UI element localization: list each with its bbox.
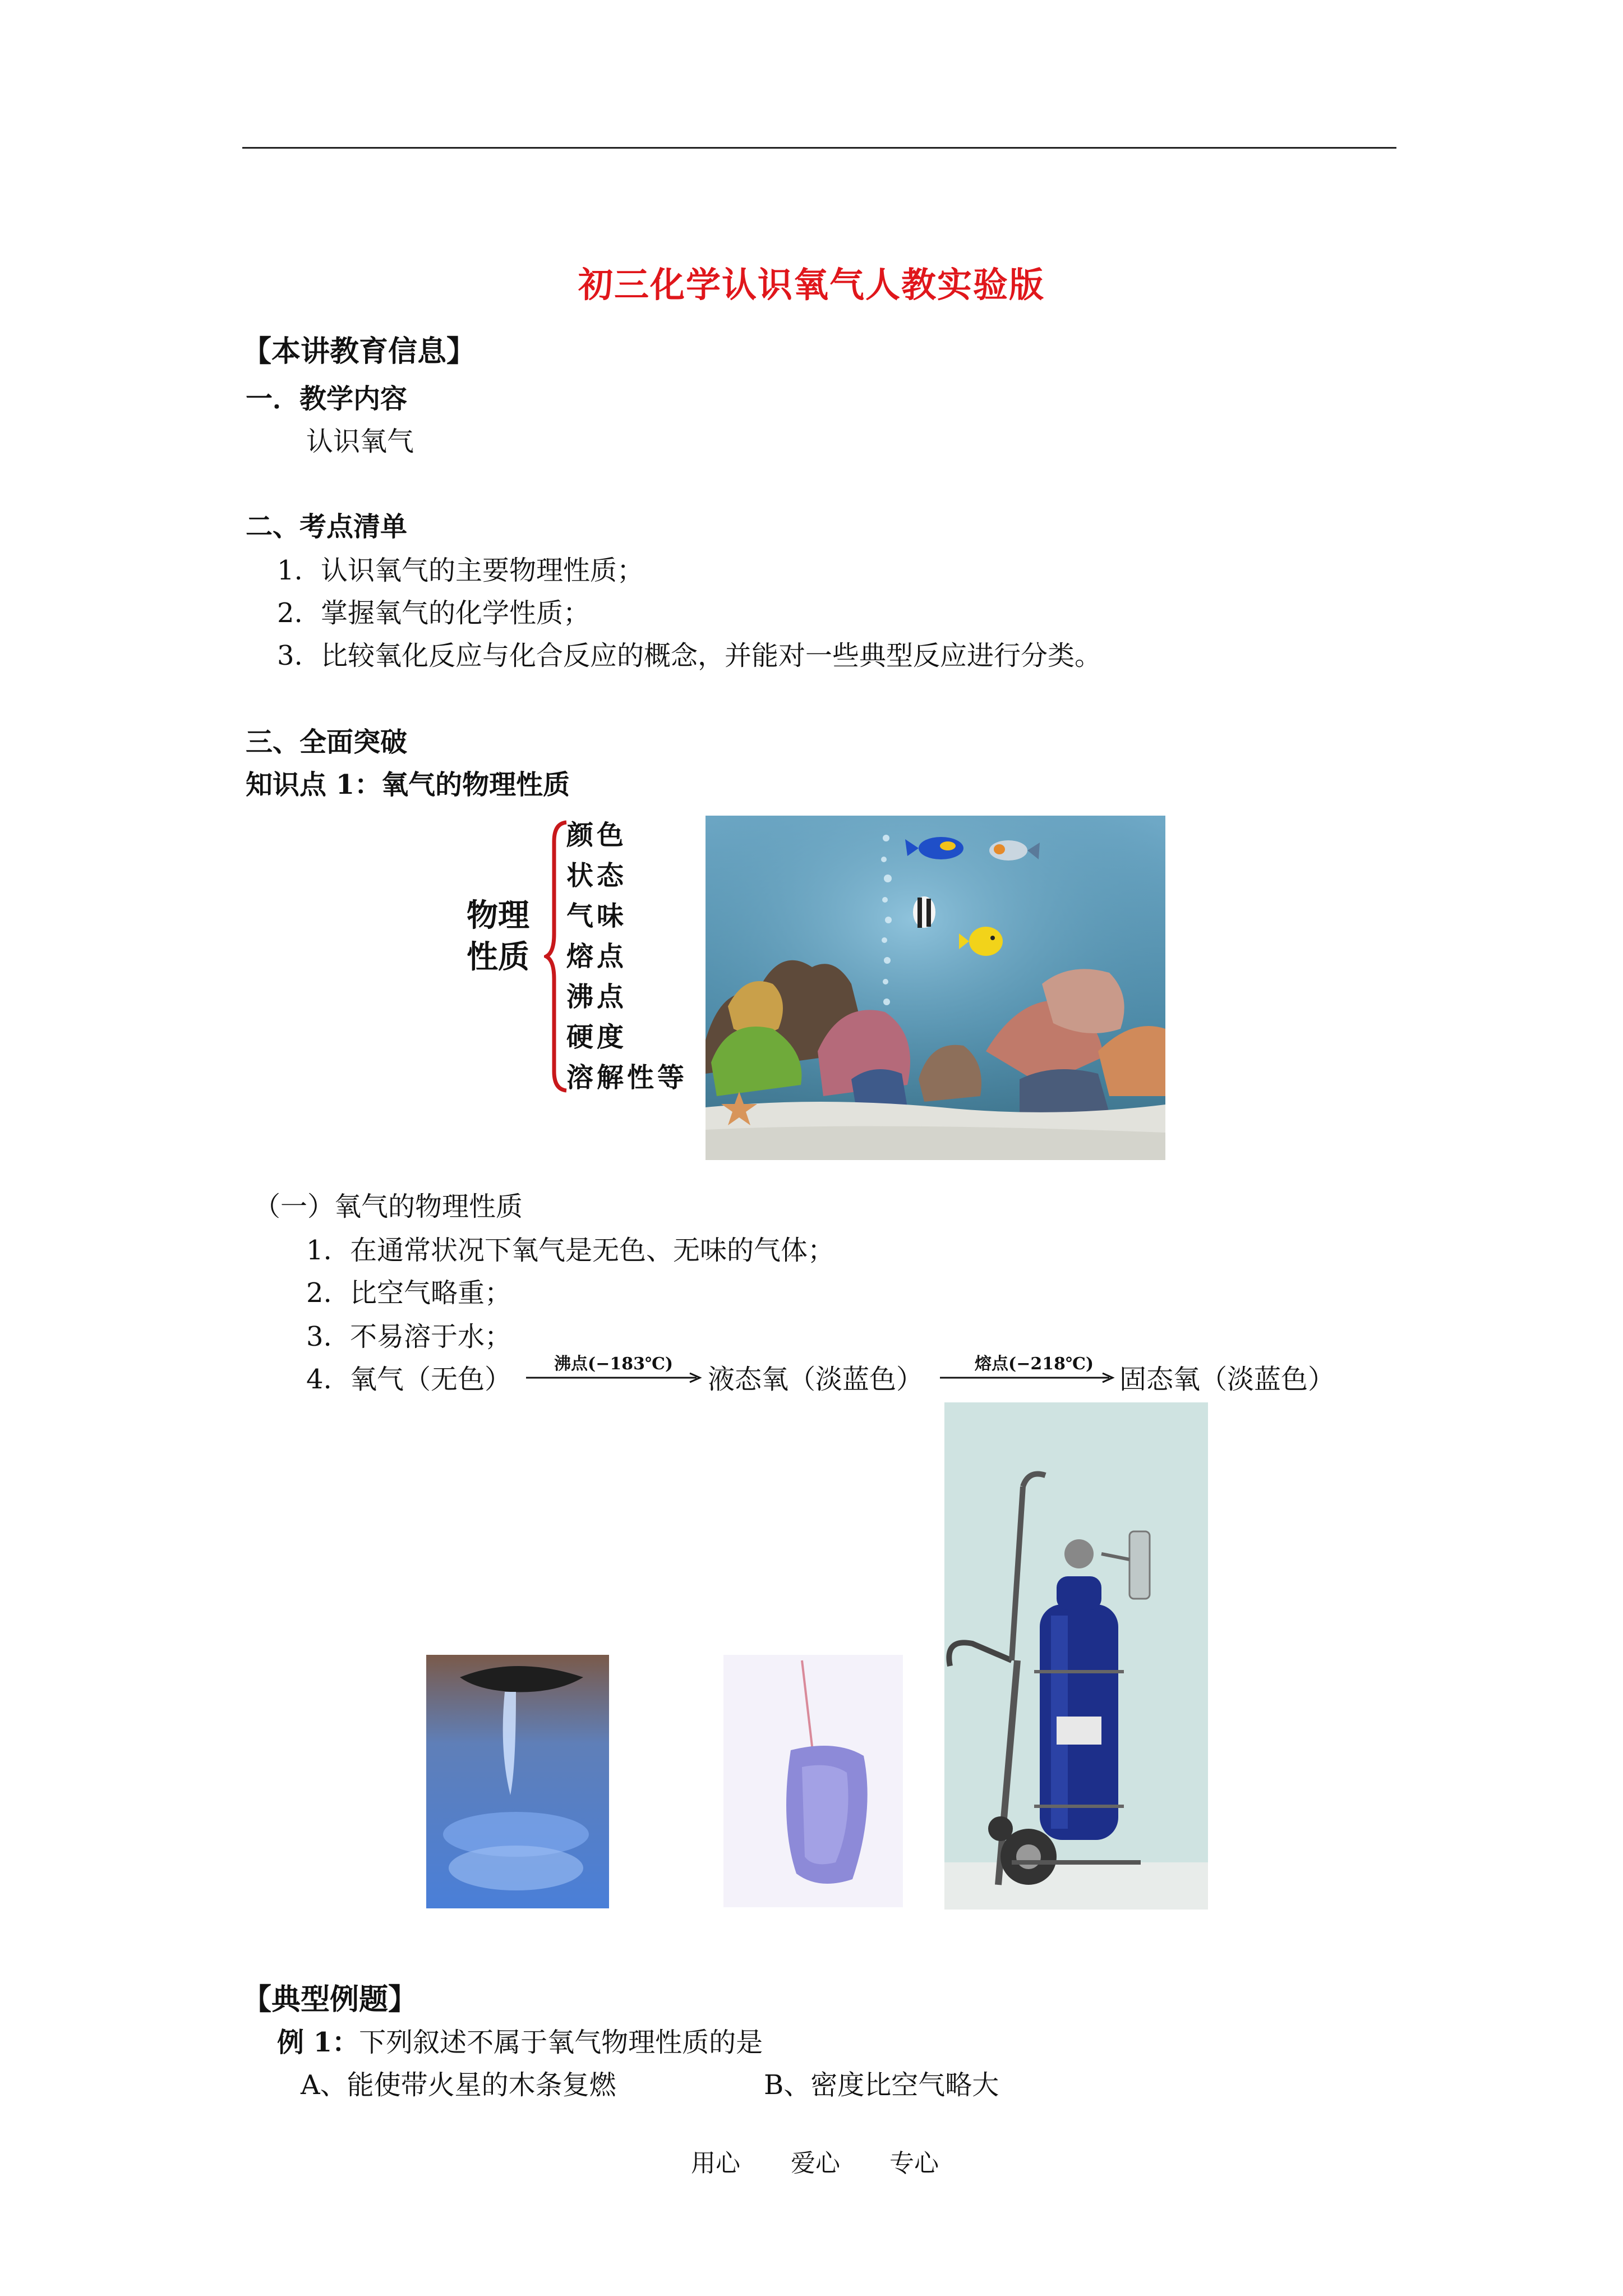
option-b: B、密度比空气略大: [764, 2069, 999, 2101]
state-gas: 氧气（无色）: [350, 1364, 512, 1395]
state-solid: 固态氧（淡蓝色）: [1119, 1364, 1335, 1395]
prop-smell: 气味: [566, 900, 628, 932]
arrow-melting: [939, 1350, 1118, 1383]
list-item: [306, 1228, 834, 1267]
liquid-oxygen-photo: [426, 1655, 609, 1908]
right-arrow-icon: [939, 1372, 1118, 1383]
prop-hardness: 硬度: [566, 1022, 628, 1053]
list-number: 3.: [306, 1321, 332, 1352]
example-1-label: 例 1：: [277, 2027, 359, 2058]
s1-heading: 一．教学内容: [246, 383, 408, 415]
solid-oxygen-photo: [723, 1655, 903, 1907]
option-a: A、能使带火星的木条复燃: [301, 2069, 616, 2101]
list-number: 2.: [306, 1277, 332, 1309]
s1-content: 认识氧气: [306, 426, 414, 457]
list-item: [277, 549, 644, 587]
list-item: [277, 634, 1101, 673]
list-text: 比较氧化反应与化合反应的概念，并能对一些典型反应进行分类。: [321, 640, 1102, 671]
diagram-label-line2: 性质: [467, 939, 529, 976]
list-item: [277, 591, 590, 630]
physical-property-diagram: [460, 813, 695, 1099]
list-text: 认识氧气的主要物理性质；: [321, 555, 644, 586]
prop-color: 颜色: [566, 820, 628, 851]
state-liquid: 液态氧（淡蓝色）: [708, 1364, 924, 1395]
footer-word-3: 专心: [889, 2149, 939, 2178]
s2-heading: 二、考点清单: [246, 511, 408, 542]
page-title: 初三化学认识氧气人教实验版: [578, 264, 1045, 305]
sub-heading-physical: （一）氧气的物理性质: [253, 1191, 523, 1222]
list-number: 4.: [306, 1364, 332, 1395]
prop-state: 状态: [566, 860, 628, 891]
example-1-question: 下列叙述不属于氧气物理性质的是: [359, 2027, 763, 2058]
prop-solubility: 溶解性等: [566, 1062, 688, 1093]
list-number: 1.: [277, 555, 303, 586]
footer-word-1: 用心: [691, 2149, 740, 2178]
section-header: 【本讲教育信息】: [242, 334, 476, 369]
list-number: 3.: [277, 640, 303, 671]
s3-heading: 三、全面突破: [246, 726, 408, 758]
list-text: 在通常状况下氧气是无色、无味的气体；: [350, 1235, 835, 1266]
example-1: [277, 2021, 763, 2059]
examples-header: 【典型例题】: [242, 1982, 418, 2017]
arrow-boiling-label: 沸点(−183℃): [554, 1354, 674, 1374]
prop-melting-point: 熔点: [566, 941, 628, 972]
diagram-label-line1: 物理: [467, 898, 529, 934]
list-text: 掌握氧气的化学性质；: [321, 597, 591, 629]
list-number: 1.: [306, 1235, 332, 1266]
list-item: [306, 1315, 511, 1354]
oxygen-cylinder-photo: [944, 1402, 1208, 1910]
list-number: 2.: [277, 597, 303, 629]
list-text: 比空气略重；: [350, 1277, 512, 1309]
knowledge-point-1: 知识点 1：氧气的物理性质: [246, 769, 570, 800]
list-item: [306, 1271, 511, 1310]
arrow-melting-label: 熔点(−218℃): [975, 1354, 1094, 1374]
prop-boiling-point: 沸点: [566, 981, 628, 1013]
footer-word-2: 爱心: [791, 2149, 840, 2178]
header-rule: [242, 147, 1396, 149]
arrow-boiling: [525, 1350, 706, 1383]
aquarium-image: [706, 816, 1165, 1160]
list-text: 不易溶于水；: [350, 1321, 512, 1352]
state-change-item: [306, 1358, 511, 1396]
right-arrow-icon: [525, 1372, 706, 1383]
